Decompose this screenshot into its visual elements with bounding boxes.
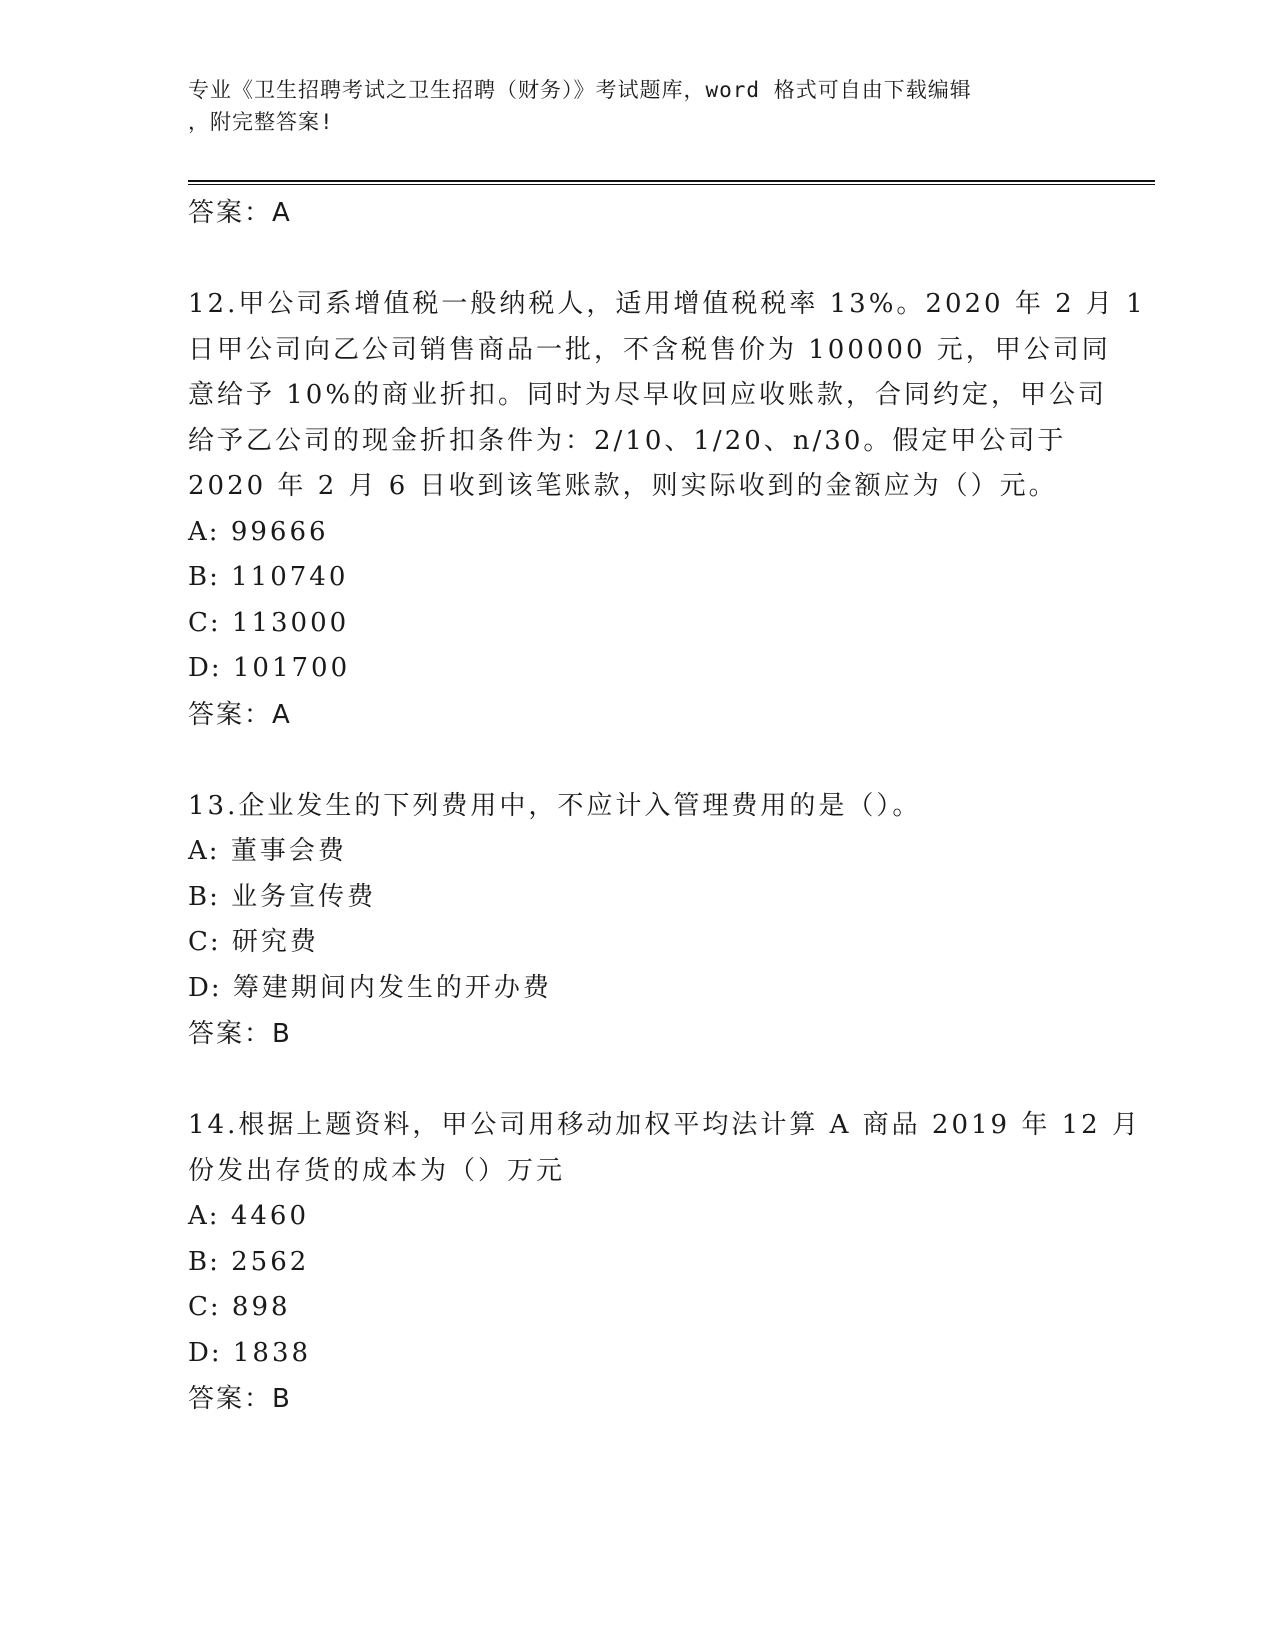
option-label: B: <box>188 562 220 592</box>
answer-line: 答案：B <box>188 1019 292 1049</box>
option-text: 898 <box>231 1292 291 1322</box>
answer-line: 答案：A <box>188 198 292 228</box>
question-block <box>188 282 1146 738</box>
question-text-line: 份发出存货的成本为（）万元 <box>188 1155 566 1186</box>
question-block <box>188 784 1088 1058</box>
option-label: D: <box>188 972 222 1003</box>
option-d <box>188 966 1088 1012</box>
option-label: A: <box>188 836 220 866</box>
option-label: A: <box>188 516 220 547</box>
question-block <box>188 1103 1141 1422</box>
option-a <box>188 510 1088 556</box>
option-c <box>188 601 1088 647</box>
question-text-line: 给予乙公司的现金折扣条件为：2/10、1/20、n/30。假定甲公司于 <box>188 425 1067 456</box>
option-text: 4460 <box>230 1201 309 1231</box>
option-label: B: <box>188 1246 220 1277</box>
header-divider-thick <box>188 180 1155 182</box>
option-c <box>188 1285 1088 1331</box>
option-text: 2562 <box>231 1246 310 1277</box>
option-label: C: <box>188 607 221 638</box>
answer-line: 答案：A <box>188 699 292 730</box>
option-text: 筹建期间内发生的开办费 <box>232 972 552 1003</box>
option-d <box>188 1331 1088 1377</box>
document-header <box>188 74 1068 138</box>
header-line-1: 专业《卫生招聘考试之卫生招聘（财务）》考试题库，word 格式可自由下载编辑 <box>188 78 972 102</box>
question-text-line: 日甲公司向乙公司销售商品一批，不含税售价为 100000 元，甲公司同 <box>188 334 1111 365</box>
answer-line: 答案：B <box>188 1384 292 1414</box>
option-text: 101700 <box>232 653 351 683</box>
option-label: B: <box>188 881 220 912</box>
question-text-line: 14.根据上题资料，甲公司用移动加权平均法计算 A 商品 2019 年 12 月 <box>188 1110 1141 1140</box>
option-b <box>188 555 1088 601</box>
option-label: D: <box>188 653 222 683</box>
option-d <box>188 646 1088 692</box>
option-text: 业务宣传费 <box>231 881 377 912</box>
option-label: C: <box>188 1292 221 1322</box>
option-label: C: <box>188 927 221 957</box>
question-text-line: 13.企业发生的下列费用中，不应计入管理费用的是（）。 <box>188 790 922 821</box>
header-line-2: ，附完整答案! <box>188 110 334 134</box>
option-label: D: <box>188 1337 222 1368</box>
header-divider-thin <box>188 184 1155 185</box>
option-text: 研究费 <box>231 927 319 957</box>
question-list <box>188 190 1146 1422</box>
option-a <box>188 829 1088 875</box>
option-text: 113000 <box>231 607 350 638</box>
question-text-line: 2020 年 2 月 6 日收到该笔账款，则实际收到的金额应为（）元。 <box>188 471 1058 501</box>
option-a <box>188 1194 1088 1240</box>
option-c <box>188 920 1088 966</box>
question-text-line: 意给予 10%的商业折扣。同时为尽早收回应收账款，合同约定，甲公司 <box>188 380 1108 410</box>
option-text: 1838 <box>232 1337 312 1368</box>
option-label: A: <box>188 1201 220 1231</box>
option-text: 110740 <box>231 562 349 592</box>
option-b <box>188 875 1088 921</box>
option-text: 99666 <box>230 516 329 547</box>
question-text-line: 12.甲公司系增值税一般纳税人，适用增值税税率 13%。2020 年 2 月 1 <box>188 289 1146 319</box>
option-b <box>188 1240 1088 1286</box>
option-text: 董事会费 <box>230 836 347 866</box>
